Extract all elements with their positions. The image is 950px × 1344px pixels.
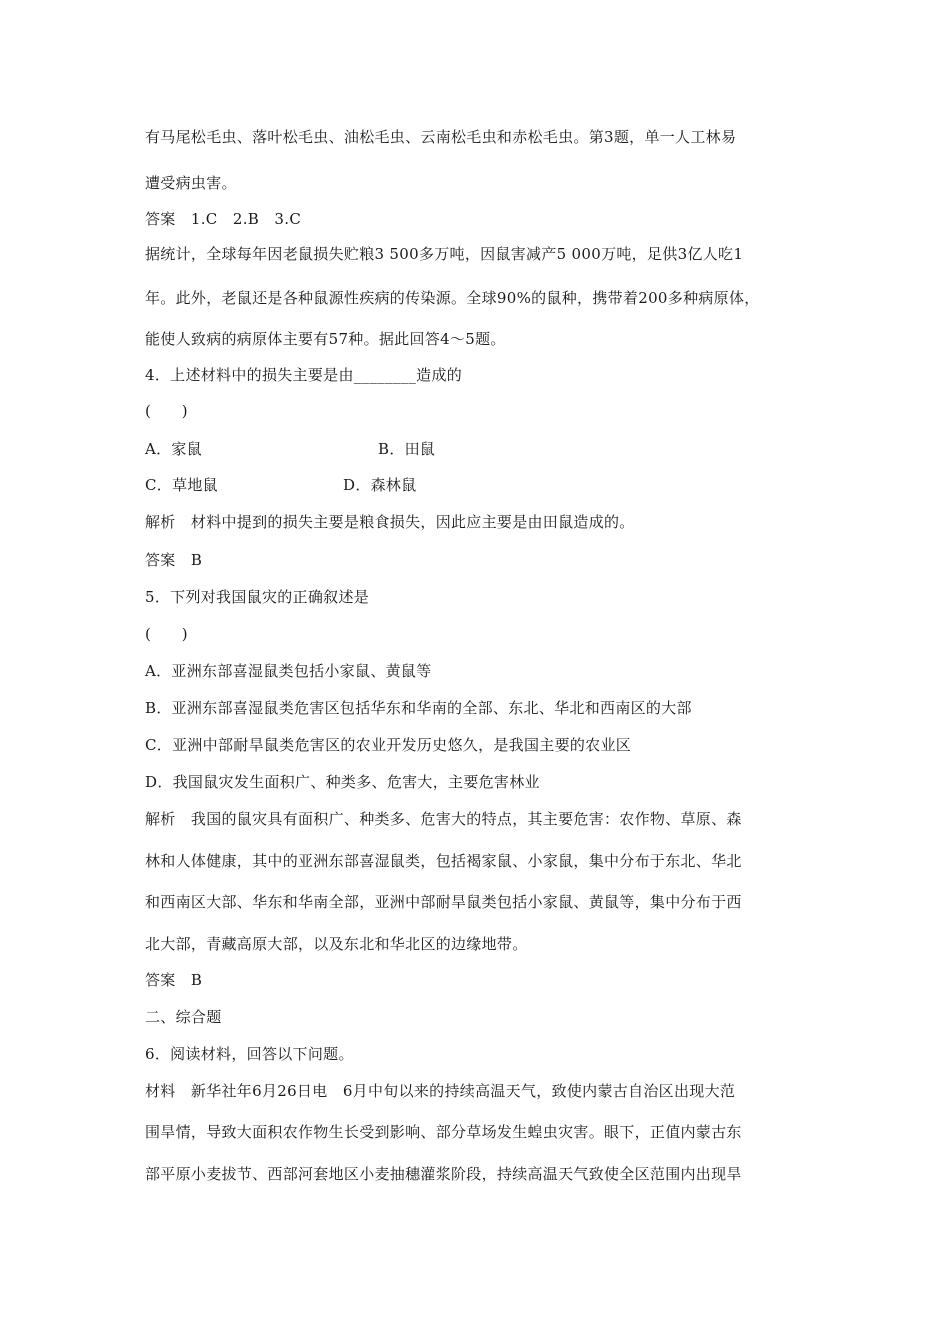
material-line: 年。此外，老鼠还是各种鼠源性疾病的传染源。全球90%的鼠种，携带着200多种病原体， (145, 289, 760, 307)
section-heading: 二、综合题 (145, 1008, 222, 1026)
material-line: 围旱情，导致大面积农作物生长受到影响、部分草场发生蝗虫灾害。眼下，正值内蒙古东 (145, 1123, 742, 1141)
question-5: 5．下列对我国鼠灾的正确叙述是 (145, 588, 370, 606)
explanation: 解析 我国的鼠灾具有面积广、种类多、危害大的特点，其主要危害：农作物、草原、森 (145, 810, 742, 828)
answer-line: 答案 1.C 2.B 3.C (145, 210, 302, 228)
option-c: C．亚洲中部耐旱鼠类危害区的农业开发历史悠久，是我国主要的农业区 (145, 736, 632, 754)
answer-parentheses: ( ) (145, 625, 188, 643)
text-line: 遭受病虫害。 (145, 174, 237, 192)
material-line: 据统计，全球每年因老鼠损失贮粮3 500多万吨，因鼠害减产5 000万吨，足供3亿人吃1 (145, 245, 744, 263)
explanation: 北大部，青藏高原大部，以及东北和华北区的边缘地带。 (145, 935, 528, 953)
material-line: 部平原小麦拔节、西部河套地区小麦抽穗灌浆阶段，持续高温天气致使全区范围内出现旱 (145, 1165, 742, 1183)
answer-line: 答案 B (145, 551, 203, 569)
explanation: 解析 材料中提到的损失主要是粮食损失，因此应主要是由田鼠造成的。 (145, 513, 635, 531)
material-line: 材料 新华社年6月26日电 6月中旬以来的持续高温天气，致使内蒙古自治区出现大范 (145, 1082, 736, 1100)
answer-parentheses: ( ) (145, 402, 188, 420)
option-a: A．亚洲东部喜湿鼠类包括小家鼠、黄鼠等 (145, 662, 432, 680)
text-line: 有马尾松毛虫、落叶松毛虫、油松毛虫、云南松毛虫和赤松毛虫。第3题，单一人工林易 (145, 128, 737, 146)
option-a: A．家鼠 (145, 440, 203, 458)
explanation: 林和人体健康，其中的亚洲东部喜湿鼠类，包括褐家鼠、小家鼠，集中分布于东北、华北 (145, 852, 742, 870)
option-d: D．我国鼠灾发生面积广、种类多、危害大，主要危害林业 (145, 773, 540, 791)
material-line: 能使人致病的病原体主要有57种。据此回答4～5题。 (145, 330, 506, 348)
question-4: 4．上述材料中的损失主要是由________造成的 (145, 366, 463, 384)
option-c: C．草地鼠 (145, 476, 218, 494)
option-b: B．田鼠 (378, 440, 436, 458)
explanation: 和西南区大部、华东和华南全部，亚洲中部耐旱鼠类包括小家鼠、黄鼠等，集中分布于西 (145, 893, 742, 911)
option-b: B．亚洲东部喜湿鼠类危害区包括华东和华南的全部、东北、华北和西南区的大部 (145, 699, 692, 717)
option-d: D．森林鼠 (343, 476, 417, 494)
question-6: 6．阅读材料，回答以下问题。 (145, 1045, 354, 1063)
answer-line: 答案 B (145, 971, 203, 989)
